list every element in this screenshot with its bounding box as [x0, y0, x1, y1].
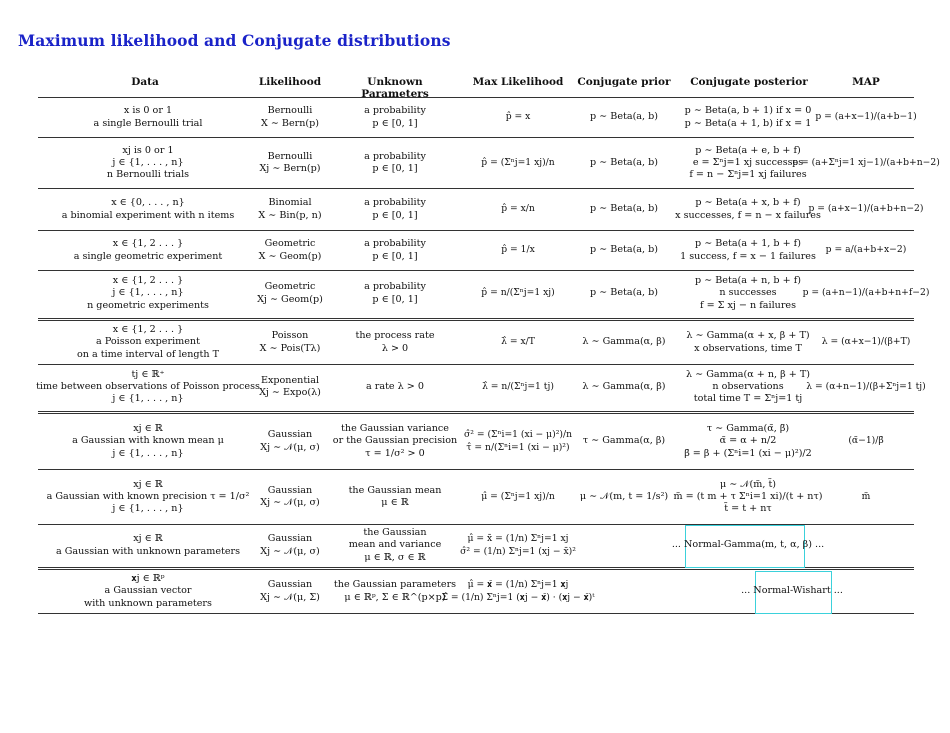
cell-line: μ ∼ 𝒩(m̃, t̃): [719, 478, 777, 490]
cell-line: x observations, time T: [694, 342, 802, 354]
cell-line: p = (a+n−1)/(a+b+n+f−2): [802, 287, 930, 299]
cell-line: a probability: [364, 197, 426, 209]
cell-line: (α̃−1)/β̃: [848, 435, 884, 447]
cell-line: μ ∈ ℝᵖ, Σ ∈ ℝ^(p×p): [344, 591, 446, 603]
cell-line: Gaussian: [267, 429, 313, 441]
cell-line: j ∈ {1, . . . , n}: [112, 287, 184, 299]
cell-line: p̂ = (Σⁿj=1 xj)/n: [481, 156, 555, 168]
cell-line: the Gaussian mean: [348, 484, 442, 496]
cell-line: mean and variance: [348, 539, 442, 551]
cell-line: xj ∈ ℝ: [133, 478, 163, 490]
cell-map: [746, 365, 950, 409]
cell-line: τ ∼ Gamma(α, β): [582, 435, 666, 447]
cell-line: the Gaussian variance: [341, 423, 449, 435]
cell-line: a Poisson experiment: [96, 336, 200, 348]
cell-line: p = (a+x−1)/(a+b−1): [815, 111, 917, 123]
header-conjugate-posterior: Conjugate posterior: [690, 76, 808, 88]
cell-line: p = a/(a+b+x−2): [825, 244, 907, 256]
cell-line: Σ̂ = (1/n) Σⁿj=1 (𝐱j − 𝐱̄) · (𝐱j − 𝐱̄)ᵗ: [441, 591, 595, 603]
cell-line: a single geometric experiment: [73, 250, 223, 262]
cell-line: p̂ = 1/x: [501, 244, 535, 256]
cell-line: j ∈ {1, . . . , n}: [112, 447, 184, 459]
header-likelihood: Likelihood: [258, 76, 322, 88]
cell-line: λ ∼ Gamma(α, β): [582, 336, 666, 348]
cell-line: a single Bernoulli trial: [93, 117, 203, 129]
cell-line: xj ∈ ℝ: [133, 423, 163, 435]
cell-line: Gaussian: [267, 484, 313, 496]
cell-line: p = (a+Σⁿj=1 xj−1)/(a+b+n−2): [792, 156, 940, 168]
cell-line: σ̂² = (1/n) Σⁿj=1 (xj − x̄)²: [460, 545, 576, 557]
cell-line: Xj ∼ Bern(p): [259, 163, 321, 174]
cell-line: p ∈ [0, 1]: [372, 117, 418, 129]
cell-line: n geometric experiments: [87, 299, 209, 311]
cell-line: λ̂ = n/(Σⁿj=1 tj): [482, 380, 554, 392]
cell-line: τ = 1/σ² > 0: [365, 447, 425, 459]
cell-line: j ∈ {1, . . . , n}: [112, 393, 184, 405]
cell-line: Poisson: [271, 330, 309, 342]
cell-line: p ∈ [0, 1]: [372, 293, 418, 305]
cell-line: a Gaussian with unknown parameters: [55, 545, 241, 557]
cell-line: p ∼ Beta(a + e, b + f): [695, 144, 801, 156]
cell-line: 𝐱j ∈ ℝᵖ: [131, 573, 165, 585]
cell-line: α̃ = α + n/2: [719, 435, 777, 447]
cell-line: Xj ∼ Geom(p): [257, 293, 323, 305]
header-max-likelihood: Max Likelihood: [472, 76, 564, 88]
cell-line: xj is 0 or 1: [122, 144, 174, 156]
cell-line: m̃: [861, 490, 871, 502]
cell-line: p ∼ Beta(a + n, b + f): [694, 275, 802, 287]
cell-line: σ̂² = (Σⁿi=1 (xi − μ)²)/n: [463, 429, 573, 441]
cell-line: p ∼ Beta(a + 1, b) if x = 1: [684, 117, 812, 129]
cell-line: a binomial experiment with n items: [61, 209, 235, 221]
cell-line: Gaussian: [267, 579, 313, 591]
cell-line: p ∼ Beta(a + 1, b + f): [695, 238, 801, 250]
cell-line: a probability: [364, 150, 426, 162]
cell-map: [746, 470, 950, 524]
cell-map: [746, 271, 950, 316]
cell-line: a Gaussian with known mean μ: [72, 435, 224, 447]
cell-line: x ∈ {1, 2 . . . }: [112, 275, 184, 287]
cell-line: X ∼ Geom(p): [258, 250, 322, 262]
cell-line: λ ∼ Gamma(α, β): [582, 380, 666, 392]
cell-line: a Gaussian with known precision τ = 1/σ²: [46, 490, 250, 502]
cell-line: j ∈ {1, . . . , n}: [112, 156, 184, 168]
cell-line: Xj ∼ 𝒩(μ, Σ): [260, 591, 320, 603]
cell-line: X ∼ Pois(Tλ): [259, 342, 321, 354]
cell-line: Bernoulli: [267, 105, 313, 117]
cell-line: n Bernoulli trials: [106, 169, 190, 181]
cell-line: β̃ = β + (Σⁿi=1 (xi − μ)²)/2: [684, 447, 812, 459]
cell-line: with unknown parameters: [84, 597, 212, 609]
cell-line: p̂ = n/(Σⁿj=1 xj): [481, 287, 555, 299]
cell-line: x ∈ {1, 2 . . . }: [112, 324, 184, 336]
cell-line: a Gaussian vector: [104, 585, 192, 597]
cell-line: Geometric: [264, 238, 316, 250]
cell-line: p ∈ [0, 1]: [372, 250, 418, 262]
header-conjugate-prior: Conjugate prior: [577, 76, 671, 88]
cell-line: τ̂ = n/(Σⁿi=1 (xi − μ)²): [466, 441, 570, 453]
cell-map: [746, 189, 950, 230]
cell-line: p ∼ Beta(a + x, b + f): [695, 197, 801, 209]
cell-line: tj ∈ ℝ⁺: [131, 368, 165, 380]
cell-posterior: [628, 525, 868, 566]
cell-line: p̂ = x: [505, 111, 531, 123]
cell-line: p ∼ Beta(a, b): [589, 203, 659, 215]
cell-line: τ ∼ Gamma(α̃, β̃): [706, 423, 790, 435]
cell-line: Bernoulli: [267, 150, 313, 162]
cell-posterior: [672, 570, 912, 613]
cell-map: [746, 231, 950, 270]
cell-line: x successes, f = n − x failures: [675, 209, 821, 221]
cell-map: [746, 321, 950, 364]
header-unknown-parameters: Unknown Parameters: [361, 76, 429, 100]
cell-line: Xj ∼ 𝒩(μ, σ): [260, 545, 320, 557]
cell-map: [746, 138, 950, 188]
cell-line: p ∼ Beta(a, b): [589, 287, 659, 299]
cell-line: p̂ = x/n: [501, 203, 535, 215]
cell-line: p ∼ Beta(a, b): [589, 244, 659, 256]
cell-line: μ̂ = (Σⁿj=1 xj)/n: [481, 490, 555, 502]
cell-line: ... Normal-Wishart ...: [741, 585, 843, 597]
cell-line: μ ∈ ℝ: [381, 497, 409, 508]
cell-line: Gaussian: [267, 533, 313, 545]
cell-line: m̃ = (t m + τ Σⁿi=1 xi)/(t + nτ): [673, 490, 823, 502]
cell-line: or the Gaussian precision: [332, 435, 458, 447]
cell-line: x ∈ {0, . . . , n}: [111, 197, 185, 209]
cell-line: λ ∼ Gamma(α + x, β + T): [686, 330, 810, 342]
cell-line: μ ∈ ℝ, σ ∈ ℝ: [364, 551, 426, 563]
cell-line: x is 0 or 1: [123, 105, 173, 117]
cell-line: μ ∼ 𝒩(m, t = 1/s²): [579, 490, 669, 502]
cell-line: Xj ∼ 𝒩(μ, σ): [260, 441, 320, 453]
cell-line: f = Σ xj − n failures: [699, 299, 797, 311]
cell-line: X ∼ Bin(p, n): [258, 209, 322, 221]
cell-map: [746, 414, 950, 469]
cell-ml: [398, 525, 638, 566]
cell-line: e = Σⁿj=1 xj successes: [692, 156, 804, 168]
cell-line: λ ∼ Gamma(α + n, β + T): [686, 368, 810, 380]
cell-line: ... Normal-Gamma(m, t, α, β) ...: [671, 539, 825, 551]
cell-line: Geometric: [264, 281, 316, 293]
cell-line: t̃ = t + nτ: [724, 503, 772, 515]
cell-line: Xj ∼ 𝒩(μ, σ): [260, 497, 320, 508]
cell-line: λ = (α+x−1)/(β+T): [821, 336, 911, 348]
cell-line: total time T = Σⁿj=1 tj: [693, 393, 803, 405]
cell-line: a rate λ > 0: [366, 380, 424, 392]
page-title: Maximum likelihood and Conjugate distributions: [18, 31, 451, 50]
cell-line: j ∈ {1, . . . , n}: [112, 503, 184, 515]
cell-line: p = (a+x−1)/(a+b+n−2): [808, 203, 924, 215]
cell-line: μ̂ = 𝐱̄ = (1/n) Σⁿj=1 𝐱j: [467, 579, 569, 591]
cell-line: the Gaussian parameters: [333, 579, 457, 591]
cell-line: p ∼ Beta(a, b): [589, 111, 659, 123]
cell-line: x ∈ {1, 2 . . . }: [112, 238, 184, 250]
header-data: Data: [131, 76, 159, 88]
cell-line: a probability: [364, 281, 426, 293]
cell-line: p ∼ Beta(a, b): [589, 156, 659, 168]
cell-line: p ∈ [0, 1]: [372, 209, 418, 221]
cell-line: μ̂ = x̄ = (1/n) Σⁿj=1 xj: [467, 533, 569, 545]
cell-line: the Gaussian: [363, 527, 427, 539]
cell-line: f = n − Σⁿj=1 xj failures: [689, 169, 807, 181]
cell-ml: [398, 570, 638, 613]
cell-line: time between observations of Poisson process: [36, 380, 260, 392]
cell-line: Xj ∼ Expo(λ): [259, 387, 321, 398]
cell-line: n successes: [719, 287, 777, 299]
cell-line: 1 success, f = x − 1 failures: [680, 250, 816, 262]
cell-line: a probability: [364, 105, 426, 117]
cell-line: X ∼ Bern(p): [260, 117, 320, 129]
cell-line: Exponential: [260, 374, 320, 386]
cell-line: xj ∈ ℝ: [133, 533, 163, 545]
cell-line: Binomial: [268, 197, 312, 209]
cell-line: p ∈ [0, 1]: [372, 163, 418, 174]
cell-line: λ > 0: [381, 342, 409, 354]
cell-map: [746, 98, 950, 137]
cell-line: λ = (α+n−1)/(β+Σⁿj=1 tj): [806, 380, 926, 392]
cell-line: a probability: [364, 238, 426, 250]
cell-line: p ∼ Beta(a, b + 1) if x = 0: [684, 105, 812, 117]
cell-line: λ̂ = x/T: [501, 336, 535, 348]
cell-line: n observations: [712, 380, 784, 392]
cell-line: the process rate: [355, 330, 435, 342]
header-map: MAP: [852, 76, 880, 88]
cell-line: on a time interval of length T: [76, 348, 220, 360]
